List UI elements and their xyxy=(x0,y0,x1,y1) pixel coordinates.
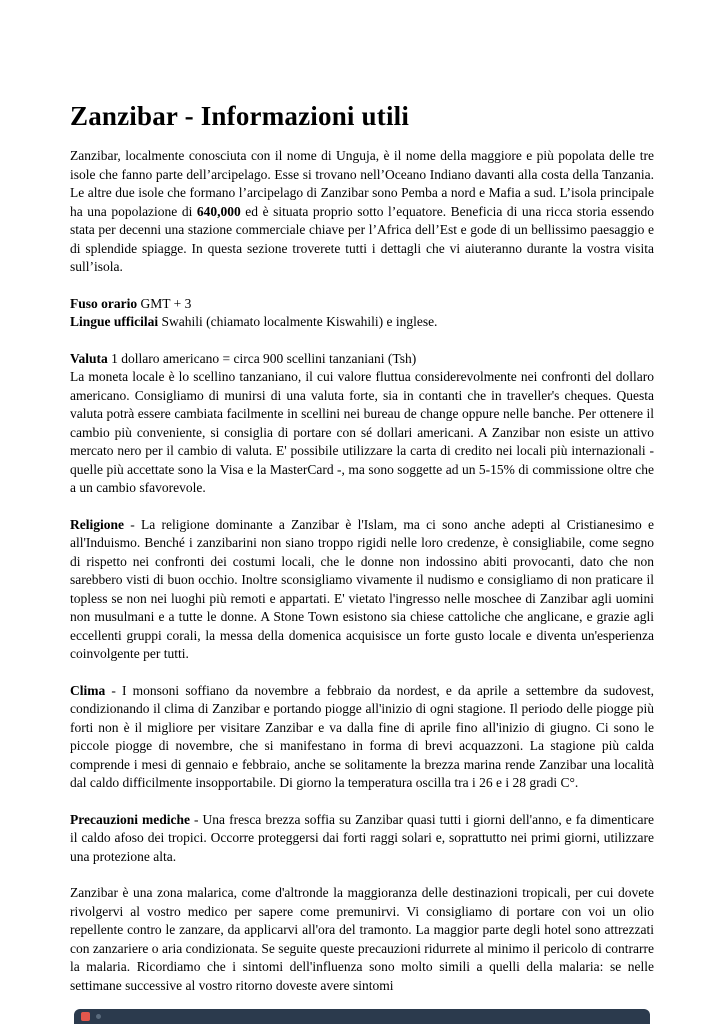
paragraph: Religione - La religione dominante a Zanzibar è l'Islam, ma ci sono anche adepti al Cristianesimo e all'Induismo. Benché i zanzibarini non siano troppo rigidi nelle loro credenze, è consigliabile, come segno di rispetto nei confronti dei costumi locali, che le donne non indossino abiti provocanti, dato che non sarebbero visti di buon occhio. Inoltre sconsigliamo vivamente il nudismo e consigliamo di non praticare il topless se non nei luoghi più remoti e appartati. E' vietato l'ingresso nelle moschee di Zanzibar agli uomini non musulmani e a tutte le donne. A Stone Town esistono sia chiese cattoliche che anglicane, e grazie agli eccellenti gruppi corali, la messa della domenica acquisisce un forte gusto locale e diventa un'esperienza coinvolgente per tutti. xyxy=(70,516,654,661)
paragraph: Zanzibar, localmente conosciuta con il nome di Unguja, è il nome della maggiore e più popolata delle tre isole che fanno parte dell’arcipelago. Esse si trovano nell’Oceano Indiano davanti alla costa della Tanzania. Le altre due isole che formano l’arcipelago di Zanzibar sono Pemba a nord e Mafia a sud. L’isola principale ha una popolazione di 640,000 ed è situata proprio sotto l’equatore. Beneficia di una ricca storia essendo stata per decenni una stazione commerciale chiave per l’Africa dell’Est e gode di un bellissimo paesaggio e di splendide spiagge. In questa sezione troverete tutti i dettagli che vi aiuteranno durante la vostra visita sull’isola. xyxy=(70,148,655,274)
paragraph: Fuso orario GMT + 3 Lingue ufficilai Swahili (chiamato localmente Kiswahili) e inglese. xyxy=(70,295,438,329)
paragraph: Precauzioni mediche - Una fresca brezza soffia su Zanzibar quasi tutti i giorni dell'anno, e fa dimenticare il caldo afoso dei tropici. Occorre proteggersi dai forti raggi solari e, soprattutto nei primi giorni, utilizzare una protezione alta. xyxy=(70,811,655,864)
viewer-toolbar[interactable] xyxy=(74,1009,650,1024)
document-body xyxy=(70,101,654,995)
paragraph: Zanzibar è una zona malarica, come d'altronde la maggioranza delle destinazioni tropicali, per cui dovete rivolgervi al vostro medico per sapere come premunirvi. Vi consigliamo di portare con voi un olio repellente contro le zanzare, da applicarvi all'ora del tramonto. La maggior parte degli hotel sono attrezzati con zanzariere o aria condizionata. Se seguite queste precauzioni ridurrete al minimo il pericolo di contrarre la malaria. Ricordiamo che i sintomi dell'influenza sono molto simili a quelli della malaria: se nelle settimane successive al vostro ritorno doveste avere sintomi xyxy=(70,885,654,993)
paragraph: Valuta 1 dollaro americano = circa 900 scellini tanzaniani (Tsh) La moneta locale è lo scellino tanzaniano, il cui valore fluttua considerevolmente nei confronti del dollaro americano. Consigliamo di munirsi di una valuta forte, sia in contanti che in traveller's cheques. Questa valuta potrà essere cambiata facilmente in scellini nei bureau de change oppure nelle banche. Per ottenere il cambio più conveniente, si consiglia di portare con sé dollari americani. A Zanzibar non esiste un attivo mercato nero per il cambio di valuta. E' possibile utilizzare la carta di credito nei locali più internazionali - quelle più accettate sono la Visa e la MasterCard -, ma sono soggette ad un 5-15% di commissione oltre che a un cambio sfavorevole. xyxy=(70,350,654,495)
viewer-logo-icon[interactable] xyxy=(81,1012,90,1021)
toolbar-dot-icon xyxy=(96,1014,101,1019)
page-title: Zanzibar - Informazioni utili xyxy=(70,101,410,131)
paragraph: Clima - I monsoni soffiano da novembre a febbraio da nordest, e da aprile a settembre da sudovest, condizionando il clima di Zanzibar e portando piogge all'inizio di ogni stagione. Il periodo delle piogge più forti non è il migliore per visitare Zanzibar e va dalla fine di aprile fino all'inizio di giugno. Ci sono le piccole piogge di novembre, che si manifestano in forma di brevi acquazzoni. La stagione più calda comprende i mesi di gennaio e febbraio, anche se solitamente la brezza marina rende Zanzibar una località dal caldo difficilmente insopportabile. Di giorno la temperatura oscilla tra i 26 e i 28 gradi C°. xyxy=(70,682,654,790)
